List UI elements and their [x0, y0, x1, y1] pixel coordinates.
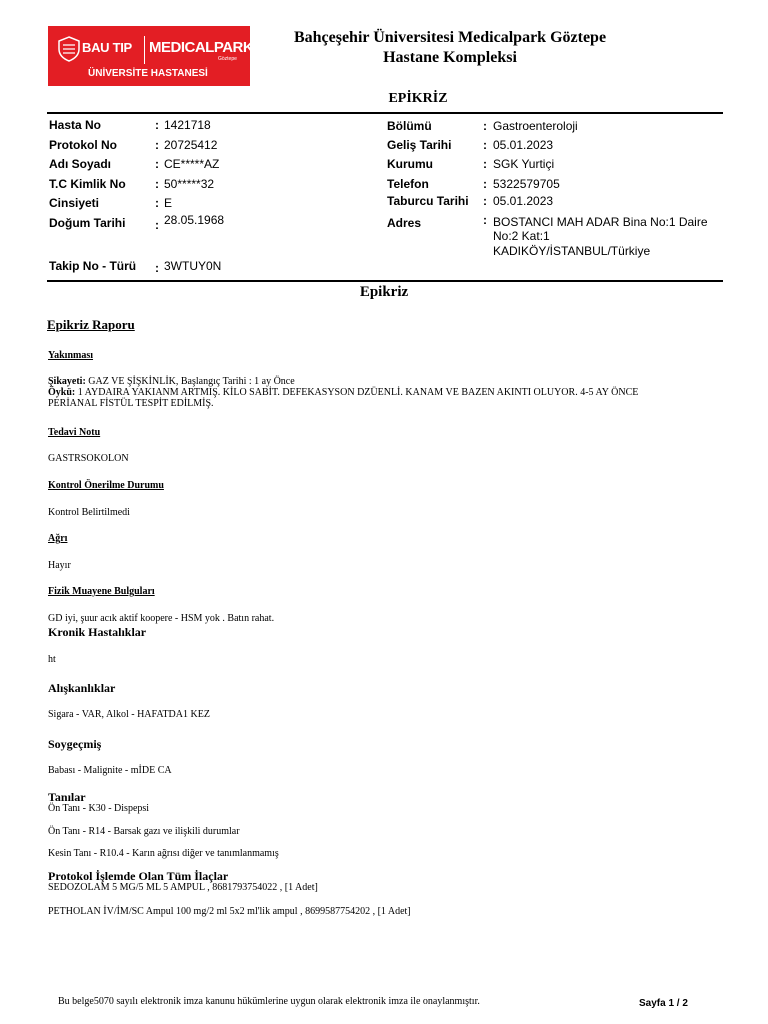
label-telefon: Telefon [387, 177, 429, 191]
colon: : [155, 157, 159, 171]
label-adres: Adres [387, 216, 422, 230]
shield-icon [58, 36, 80, 62]
label-takip-no: Takip No - Türü [49, 259, 137, 273]
aliskanlik-text: Sigara - VAR, Alkol - HAFATDA1 KEZ [48, 709, 210, 720]
sikayet-text: GAZ VE ŞİŞKİNLİK, Başlangıç Tarihi : 1 ay Önce [85, 376, 295, 387]
tedavi-text: GASTRSOKOLON [48, 453, 129, 464]
value-telefon: 5322579705 [493, 177, 560, 191]
value-bolumu: Gastroenteroloji [493, 119, 578, 133]
colon: : [483, 119, 487, 133]
heading-agri: Ağrı [48, 533, 68, 544]
label-adi-soyadi: Adı Soyadı [49, 157, 112, 171]
hospital-title-line1: Bahçeşehir Üniversitesi Medicalpark Göztepe [293, 29, 607, 46]
colon: : [483, 177, 487, 191]
value-hasta-no: 1421718 [164, 118, 211, 132]
hospital-logo [48, 26, 254, 86]
list-item: SEDOZOLAM 5 MG/5 ML 5 AMPUL , 8681793754022 , [1 Adet] [48, 882, 318, 893]
heading-tedavi-notu: Tedavi Notu [48, 427, 101, 438]
label-gelis-tarihi: Geliş Tarihi [387, 138, 452, 152]
value-gelis-tarihi: 05.01.2023 [493, 138, 554, 152]
label-cinsiyeti: Cinsiyeti [49, 196, 100, 210]
colon: : [155, 261, 159, 275]
logo-subtitle: ÜNİVERSİTE HASTANESİ [88, 68, 208, 79]
colon: : [155, 218, 159, 232]
report-title: Epikriz Raporu [47, 317, 135, 332]
list-item: Ön Tanı - R14 - Barsak gazı ve ilişkili durumlar [48, 826, 240, 837]
soygecmis-text: Babası - Malignite - mİDE CA [48, 765, 172, 776]
colon: : [155, 118, 159, 132]
kontrol-text: Kontrol Belirtilmedi [48, 507, 130, 518]
kronik-text: ht [48, 654, 56, 665]
footer-note: Bu belge5070 sayılı elektronik imza kanunu hükümlerine uygun olarak elektronik imza ile onaylanmıştır. [58, 996, 480, 1007]
hospital-title-line2: Hastane Kompleksi [383, 49, 517, 66]
label-kurumu: Kurumu [387, 157, 433, 171]
label-dogum-tarihi: Doğum Tarihi [49, 216, 126, 230]
logo-location: Göztepe [218, 56, 237, 62]
section-divider [47, 280, 723, 282]
value-kurumu: SGK Yurtiçi [493, 157, 555, 171]
oyku-line2: PERİANAL FİSTÜL TESPİT EDİLMİŞ. [48, 398, 214, 409]
value-adres-line2: No:2 Kat:1 [493, 229, 550, 243]
heading-yakinmasi: Yakınması [48, 350, 94, 361]
colon: : [483, 157, 487, 171]
sikayet-line [48, 376, 295, 387]
value-taburcu-tarihi: 05.01.2023 [493, 194, 554, 208]
sikayet-label: Şikayeti: [48, 376, 86, 387]
agri-text: Hayır [48, 560, 71, 571]
list-item: PETHOLAN İV/İM/SC Ampul 100 mg/2 ml 5x2 ml'lik ampul , 8699587754202 , [1 Adet] [48, 906, 411, 917]
fizik-text: GD iyi, şuur acık aktif koopere - HSM yok . Batın rahat. [48, 613, 275, 624]
list-item: Kesin Tanı - R10.4 - Karın ağrısı diğer ve tanımlanmamış [48, 848, 279, 859]
list-item: Ön Tanı - K30 - Dispepsi [48, 803, 150, 814]
colon: : [155, 196, 159, 210]
document-title: EPİKRİZ [388, 91, 448, 106]
heading-fizik: Fizik Muayene Bulguları [48, 586, 155, 597]
label-protokol-no: Protokol No [49, 138, 117, 152]
oyku-line1 [48, 387, 638, 398]
heading-kronik: Kronik Hastalıklar [48, 625, 147, 639]
value-protokol-no: 20725412 [164, 138, 218, 152]
value-tc-kimlik: 50*****32 [164, 177, 215, 191]
heading-kontrol: Kontrol Önerilme Durumu [48, 480, 164, 491]
heading-soygecmis: Soygeçmiş [48, 737, 102, 751]
value-adi-soyadi: CE*****AZ [164, 157, 220, 171]
section-title: Epikriz [359, 284, 409, 300]
label-taburcu-tarihi: Taburcu Tarihi [387, 194, 469, 208]
logo-divider [144, 36, 145, 64]
logo-brand-medicalpark: MEDICALPARK [149, 39, 254, 56]
value-dogum-tarihi: 28.05.1968 [164, 213, 225, 227]
value-adres-line3: KADIKÖY/İSTANBUL/Türkiye [493, 244, 651, 258]
heading-aliskanlik: Alışkanlıklar [48, 681, 116, 695]
page-number: Sayfa 1 / 2 [639, 998, 688, 1009]
label-tc-kimlik: T.C Kimlik No [49, 177, 126, 191]
oyku-label: Öykü: [48, 387, 76, 398]
colon: : [483, 138, 487, 152]
heading-ilaclar: Protokol İşlemde Olan Tüm İlaçlar [48, 869, 229, 883]
colon: : [483, 213, 487, 227]
logo-brand-bautip: BAU TIP [82, 40, 132, 55]
heading-tanilar: Tanılar [48, 790, 86, 804]
label-bolumu: Bölümü [387, 119, 432, 133]
header-divider [47, 112, 723, 114]
label-hasta-no: Hasta No [49, 118, 102, 132]
oyku-text: 1 AYDAIRA YAKIANM ARTMIŞ. KİLO SABİT. DEFEKASYSON DZÜENLİ. KANAM VE BAZEN AKINTI OLUYOR. 4-5 AY ÖNCE [75, 387, 639, 398]
value-takip-no: 3WTUY0N [164, 259, 222, 273]
value-cinsiyeti: E [164, 196, 173, 210]
value-adres-line1: BOSTANCI MAH ADAR Bina No:1 Daire [493, 215, 708, 229]
colon: : [483, 194, 487, 208]
colon: : [155, 138, 159, 152]
colon: : [155, 177, 159, 191]
